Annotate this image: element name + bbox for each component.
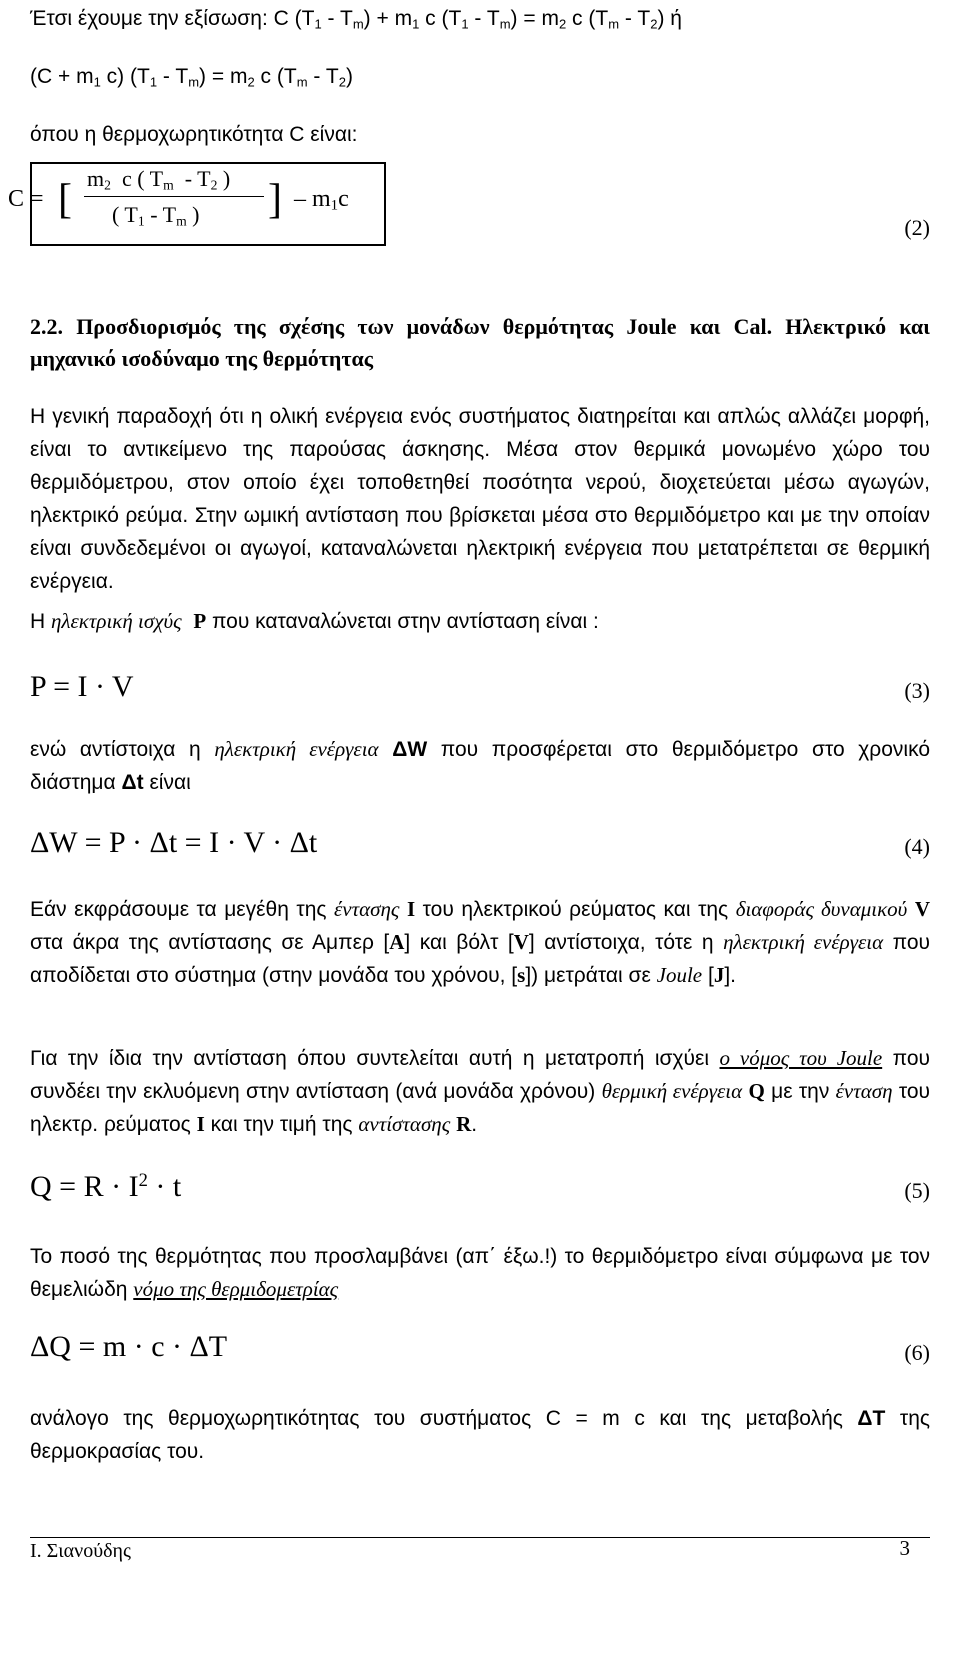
equation-2-denominator: ( $T_1 - T_m$ ) (112, 202, 200, 229)
equation-2-right-bracket: ] (268, 177, 282, 223)
equation-6: ΔQ = m · c · ΔT (30, 1330, 228, 1363)
intro-rearranged-equation: ($C + m_1$ c) $(T_1 - T_m) = m_2$ c $(T_m - T_2)$ (30, 65, 353, 90)
equation-5: $Q = R \cdot I^2 \cdot t$ (30, 1169, 182, 1203)
paragraph-intro: Η γενική παραδοχή ότι η ολική ενέργεια ενός συστήματος διατηρείται και απλώς αλλάζει μορφή, είναι το αντικείμενο της παρούσας άσκησης. Μέσα στον θερμικά μονωμένο χώρο του θερμιδόμετρου, στον οποίο έχει τοποθετηθεί ποσότητα νερού, διοχετεύεται μέσω αγωγών, ηλεκτρικό ρεύμα. Στην ωμική αντίσταση που βρίσκεται μέσα στο θερμιδόμετρο και με την οποίαν είναι συνδεδεμένοι οι αγωγοί, καταναλώνεται ηλεκτρική ενέργεια που μετατρέπεται σε θερμική ενέργεια. (30, 405, 930, 593)
equation-3: P = I · V (30, 670, 134, 703)
footer-divider (30, 1537, 930, 1538)
footer-author: Ι. Σιανούδης (30, 1540, 131, 1562)
equation-2-numerator: $m_2$ c ( $T_m - T_2$ ) (87, 166, 231, 193)
intro-heat-capacity-text: όπου η θερμοχωρητικότητα C είναι: (30, 123, 358, 146)
equation-6-number: (6) (904, 1340, 930, 1365)
paragraph-calorimetry: Το ποσό της θερμότητας που προσλαμβάνει (απ΄ έξω.!) το θερμιδόμετρο είναι σύμφωνα με τον θεμελιώδη νόμο της θερμιδομετρίας (30, 1245, 930, 1301)
paragraph-heat-capacity: ανάλογο της θερμοχωρητικότητας του συστήματος C = m c και της μεταβολής ΔT της θερμοκρασίας του. (30, 1407, 930, 1463)
paragraph-joule-law: Για την ίδια την αντίσταση όπου συντελείται αυτή η μετατροπή ισχύει ο νόμος του Joule που συνδέει την εκλυόμενη στην αντίσταση (ανά μονάδα χρόνου) θερμική ενέργεια Q με την ένταση του ηλεκτρ. ρεύματος I και την τιμή της αντίστασης R. (30, 1046, 930, 1136)
paragraph-electric-power: Η ηλεκτρική ισχύς P που καταναλώνεται στην αντίσταση είναι : (30, 609, 599, 633)
equation-3-number: (3) (904, 678, 930, 703)
equation-2-number: (2) (904, 215, 930, 240)
paragraph-units: Εάν εκφράσουμε τα μεγέθη της έντασης I του ηλεκτρικού ρεύματος και της διαφοράς δυναμικού V στα άκρα της αντίστασης σε Αμπερ [A] και βόλτ [V] αντίστοιχα, τότε η ηλεκτρική ενέργεια που αποδίδεται στο σύστημα (στην μονάδα του χρόνου, [s]) μετράται σε Joule [J]. (30, 897, 930, 987)
paragraph-electric-energy: ενώ αντίστοιχα η ηλεκτρική ενέργεια ΔW που προσφέρεται στο θερμιδόμετρο στο χρονικό διάστημα Δt είναι (30, 737, 930, 794)
equation-2-minus-term: – $m_1c$ (294, 186, 349, 214)
intro-equation-line: Έτσι έχουμε την εξίσωση: C $(T_1 - T_m) + m_1$ c $(T_1 - T_m) = m_2$ c $(T_m - T_2)$ ή (30, 7, 682, 32)
equation-2-fraction-bar (84, 196, 264, 197)
equation-2-lhs: C = (8, 186, 44, 212)
equation-2-left-bracket: [ (58, 177, 72, 223)
equation-4: ΔW = P · Δt = I · V · Δt (30, 826, 318, 859)
footer-page-number: 3 (899, 1536, 910, 1560)
equation-5-number: (5) (904, 1178, 930, 1203)
equation-4-number: (4) (904, 834, 930, 859)
section-heading: 2.2. Προσδιορισμός της σχέσης των μονάδων θερμότητας Joule και Cal. Ηλεκτρικό και μηχανικό ισοδύναμο της θερμότητας (30, 314, 930, 371)
